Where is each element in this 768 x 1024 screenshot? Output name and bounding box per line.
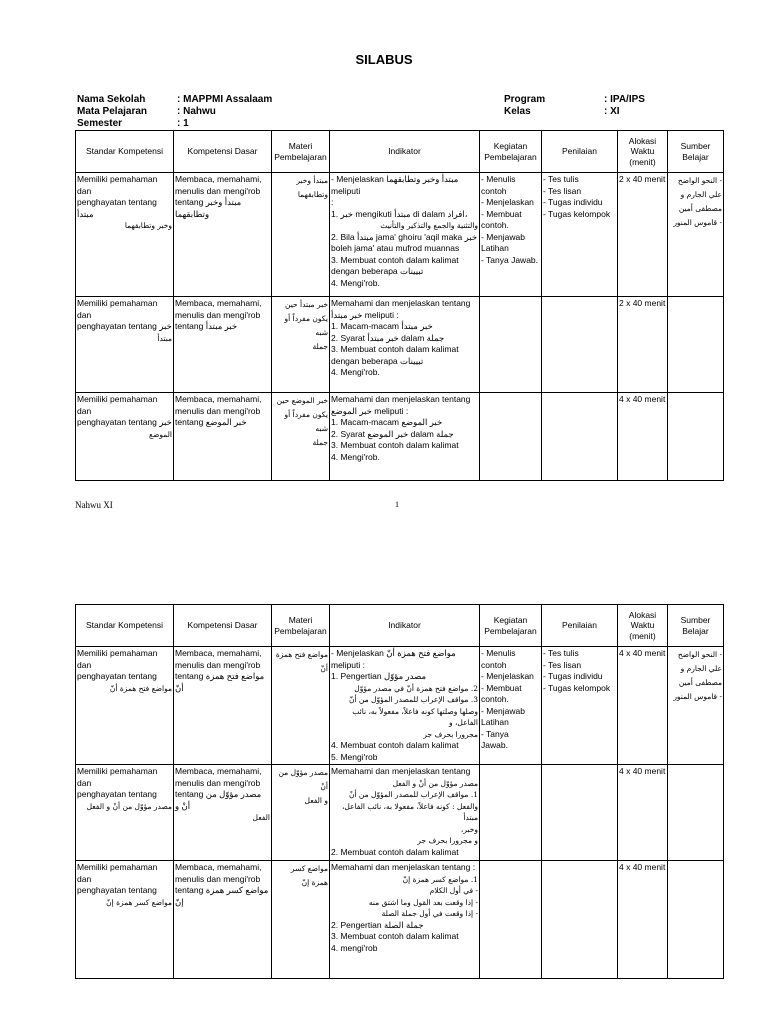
penilaian-cell-line: - Tugas individu bbox=[543, 671, 603, 681]
table-header-row bbox=[76, 605, 724, 647]
kegiatan-cell-line: contoh bbox=[481, 659, 507, 670]
materi-cell-line: جملة bbox=[312, 342, 328, 351]
school-value: : MAPPMI Assalaam bbox=[177, 94, 273, 105]
indikator-cell-line: 4. Mengi'rob. bbox=[331, 367, 380, 377]
indikator-cell-line: dengan beberapa تبيينات bbox=[331, 355, 424, 366]
kegiatan-cell bbox=[480, 173, 542, 297]
penilaian-cell-line: - Tes lisan bbox=[543, 185, 582, 196]
indikator-cell-line: - Menjelaskan مواضع فتح همزة أنّ meliputi : bbox=[331, 648, 456, 670]
indikator-cell-line: 2. مواضع فتح همزة أنّ في مصدر مؤوّل bbox=[354, 683, 478, 693]
kegiatan-cell-line: - Tanya bbox=[481, 728, 509, 739]
standar-kompetensi-cell-line: وخبر وتطابقهما bbox=[124, 221, 172, 230]
indikator-cell-line: 1. مواضع كسر همزة إنّ bbox=[402, 874, 478, 884]
indikator-cell-line: : bbox=[331, 197, 334, 207]
col-header: Materi Pembelajaran bbox=[272, 131, 330, 173]
kegiatan-cell-line: - Membuat bbox=[481, 208, 522, 219]
penilaian-cell bbox=[542, 173, 618, 297]
indikator-cell bbox=[330, 861, 480, 979]
alokasi-cell bbox=[618, 647, 668, 765]
indikator-cell-line: boleh jama' atau mufrod muannas bbox=[331, 243, 460, 253]
standar-kompetensi-cell bbox=[76, 393, 174, 481]
kegiatan-cell-line: Jawab. bbox=[481, 740, 508, 750]
kompetensi-dasar-cell bbox=[174, 861, 272, 979]
indikator-cell bbox=[330, 297, 480, 393]
document-title: SILABUS bbox=[355, 52, 413, 67]
indikator-cell-line: 3. Membuat contoh dalam kalimat bbox=[331, 440, 459, 450]
table-row bbox=[76, 297, 724, 393]
indikator-cell-line: 3. مواقف الإعراب للمصدر المؤوّل من أنّ bbox=[348, 695, 478, 704]
indikator-cell-line: 2. Syarat خبر الموضع dalam جملة bbox=[331, 428, 454, 439]
alokasi-cell-line: 2 x 40 menit bbox=[619, 298, 666, 308]
materi-cell-line: خبر الموضع حين bbox=[276, 396, 328, 405]
kegiatan-cell-line: - Tanya Jawab. bbox=[481, 254, 539, 265]
materi-cell-line: يكون مفرداً أو شبه bbox=[284, 314, 328, 337]
col-header: Kompetensi Dasar bbox=[174, 131, 272, 173]
kompetensi-dasar-cell-line: الفعل bbox=[252, 813, 270, 822]
kompetensi-dasar-cell bbox=[174, 173, 272, 297]
indikator-cell-line: Memahami dan menjelaskan tentang bbox=[331, 394, 471, 404]
sumber-cell bbox=[668, 861, 724, 979]
kegiatan-cell bbox=[480, 765, 542, 861]
kegiatan-cell-line: - Menjawab bbox=[481, 231, 525, 242]
indikator-cell-line: - في أول الكلام bbox=[429, 886, 478, 895]
kompetensi-dasar-cell-line: menulis dan mengi'rob bbox=[175, 659, 261, 670]
syllabus-table-page2 bbox=[75, 604, 724, 979]
indikator-cell-line: 1. Macam-macam خبر مبتدأ bbox=[331, 321, 433, 331]
kompetensi-dasar-cell bbox=[174, 765, 272, 861]
sumber-cell-line: مصطفى أمين bbox=[678, 678, 722, 687]
subject-label: Mata Pelajaran bbox=[77, 106, 148, 117]
indikator-cell-line: - Menjelaskan مبتدأ وخبر وتطابقهما meliputi bbox=[331, 174, 459, 196]
standar-kompetensi-cell-line: penghayatan tentang bbox=[77, 671, 157, 681]
indikator-cell-line: Memahami dan menjelaskan tentang bbox=[331, 298, 471, 308]
standar-kompetensi-cell bbox=[76, 861, 174, 979]
indikator-cell bbox=[330, 393, 480, 481]
col-header: Sumber Belajar bbox=[668, 131, 724, 173]
indikator-cell-line: وخبر، bbox=[460, 824, 478, 834]
kompetensi-dasar-cell bbox=[174, 647, 272, 765]
alokasi-cell bbox=[618, 297, 668, 393]
kompetensi-dasar-cell-line: Membaca, memahami, bbox=[175, 862, 262, 872]
kompetensi-dasar-cell-line: Membaca, memahami, bbox=[175, 766, 262, 776]
col-header: Alokasi Waktu (menit) bbox=[618, 131, 668, 173]
indikator-cell-line: 2. Membuat contoh dalam kalimat bbox=[331, 846, 459, 857]
standar-kompetensi-cell-line: مواضع فتح همزة أنّ bbox=[109, 683, 172, 693]
kompetensi-dasar-cell bbox=[174, 393, 272, 481]
kompetensi-dasar-cell-line: menulis dan mengi'rob bbox=[175, 309, 261, 320]
penilaian-cell bbox=[542, 647, 618, 765]
col-header: Penilaian bbox=[542, 605, 618, 647]
kompetensi-dasar-cell-line: tentang مواضع كسر همزة إنّ bbox=[175, 885, 269, 907]
indikator-cell-line: وصلها وصلتها كونه فاعلاً، مفعولاً به، نائب الفاعل، و bbox=[352, 706, 478, 727]
indikator-cell-line: 5. Mengi'rob bbox=[331, 751, 378, 762]
materi-cell bbox=[272, 861, 330, 979]
materi-cell bbox=[272, 297, 330, 393]
standar-kompetensi-cell-line: penghayatan tentang bbox=[77, 789, 157, 799]
materi-cell-line: جملة bbox=[312, 438, 328, 447]
standar-kompetensi-cell-line: مصدر مؤوّل من أنْ و الفعل bbox=[86, 801, 172, 811]
semester-label: Semester bbox=[77, 118, 123, 129]
kegiatan-cell-line: - Menjawab bbox=[481, 705, 525, 716]
indikator-cell-line: 3. Membuat contoh dalam kalimat bbox=[331, 254, 459, 265]
indikator-cell-line: مجرورا بحرف جر bbox=[423, 729, 478, 739]
materi-cell-line: و الفعل bbox=[304, 796, 328, 805]
indikator-cell-line: خبر مبتدأ meliputi : bbox=[331, 309, 399, 320]
standar-kompetensi-cell bbox=[76, 173, 174, 297]
standar-kompetensi-cell-line: Memiliki pemahaman dan bbox=[77, 648, 158, 670]
penilaian-cell-line: - Tes tulis bbox=[543, 174, 579, 184]
kegiatan-cell-line: - Menulis contoh bbox=[481, 174, 516, 196]
table-row bbox=[76, 861, 724, 979]
sumber-cell bbox=[668, 173, 724, 297]
indikator-cell-line: 4. Mengi'rob. bbox=[331, 277, 380, 288]
standar-kompetensi-cell-line: مواضع كسر همزة إنّ bbox=[106, 897, 172, 907]
kegiatan-cell bbox=[480, 393, 542, 481]
alokasi-cell bbox=[618, 173, 668, 297]
kompetensi-dasar-cell-line: Membaca, memahami, bbox=[175, 394, 262, 404]
standar-kompetensi-cell bbox=[76, 765, 174, 861]
indikator-cell-line: 1. خبر mengikuti مبتدأ di dalam افراد، bbox=[331, 208, 468, 219]
kompetensi-dasar-cell-line: menulis dan mengi'rob bbox=[175, 777, 261, 788]
sumber-cell-line: علي الجارم و bbox=[680, 190, 722, 199]
kompetensi-dasar-cell-line: Membaca, memahami, bbox=[175, 174, 262, 184]
standar-kompetensi-cell-line: penghayatan tentang خبر bbox=[77, 321, 172, 331]
sumber-cell-line: - قاموس المنور bbox=[673, 218, 722, 227]
indikator-cell-line: 2. Bila مبتدأ jama' ghoiru 'aqil maka خبر bbox=[331, 231, 478, 242]
materi-cell bbox=[272, 647, 330, 765]
indikator-cell-line: والفعل : كونه فاعلاً، مفعولا به، نائب الفاعل، مبتدأ bbox=[341, 801, 478, 822]
indikator-cell-line: Memahami dan menjelaskan tentang bbox=[331, 766, 471, 776]
standar-kompetensi-cell-line: penghayatan tentang خبر bbox=[77, 417, 172, 427]
kompetensi-dasar-cell-line: tentang خبر الموضع bbox=[175, 417, 247, 427]
kegiatan-cell-line: Latihan bbox=[481, 243, 509, 253]
kompetensi-dasar-cell-line: Membaca, memahami, bbox=[175, 298, 262, 308]
materi-cell bbox=[272, 393, 330, 481]
indikator-cell bbox=[330, 765, 480, 861]
materi-cell-line: وتطابقهما bbox=[297, 190, 328, 199]
penilaian-cell bbox=[542, 861, 618, 979]
indikator-cell-line: 3. Membuat contoh dalam kalimat bbox=[331, 931, 459, 941]
kompetensi-dasar-cell-line: tentang مصدر مؤوّل من أنْ و bbox=[175, 789, 262, 811]
kegiatan-cell bbox=[480, 861, 542, 979]
standar-kompetensi-cell bbox=[76, 647, 174, 765]
kompetensi-dasar-cell-line: Membaca, memahami, bbox=[175, 648, 262, 658]
indikator-cell bbox=[330, 647, 480, 765]
standar-kompetensi-cell bbox=[76, 297, 174, 393]
standar-kompetensi-cell-line: Memiliki pemahaman dan bbox=[77, 298, 158, 320]
col-header: Indikator bbox=[330, 605, 480, 647]
col-header: Penilaian bbox=[542, 131, 618, 173]
penilaian-cell-line: - Tes tulis bbox=[543, 648, 579, 658]
alokasi-cell bbox=[618, 861, 668, 979]
standar-kompetensi-cell-line: Memiliki pemahaman dan bbox=[77, 862, 158, 884]
penilaian-cell bbox=[542, 393, 618, 481]
kompetensi-dasar-cell-line: tentang خبر مبتدأ bbox=[175, 321, 238, 331]
school-info bbox=[77, 94, 272, 130]
school-label: Nama Sekolah bbox=[77, 94, 146, 105]
indikator-cell-line: 4. Mengi'rob. bbox=[331, 451, 380, 462]
sumber-cell-line: مصطفى أمين bbox=[678, 204, 722, 213]
kegiatan-cell-line: contoh. bbox=[481, 694, 509, 704]
kompetensi-dasar-cell-line: menulis dan mengi'rob bbox=[175, 405, 261, 416]
col-header: Kegiatan Pembelajaran bbox=[480, 605, 542, 647]
materi-cell-line: خبر مبتدأ حين bbox=[285, 300, 328, 309]
semester-value: : 1 bbox=[177, 118, 189, 129]
kegiatan-cell-line: contoh. bbox=[481, 220, 509, 230]
sumber-cell-line: علي الجارم و bbox=[680, 664, 722, 673]
materi-cell bbox=[272, 765, 330, 861]
penilaian-cell-line: - Tes lisan bbox=[543, 659, 582, 670]
indikator-cell-line: 1. Macam-macam خبر الموضع bbox=[331, 417, 443, 427]
penilaian-cell bbox=[542, 765, 618, 861]
standar-kompetensi-cell-line: Memiliki pemahaman dan bbox=[77, 766, 158, 788]
kompetensi-dasar-cell-line: menulis dan mengi'rob bbox=[175, 873, 261, 884]
kompetensi-dasar-cell-line: menulis dan mengi'rob bbox=[175, 185, 261, 196]
indikator-cell-line: 1. Pengertian مصدر مؤوّل bbox=[331, 671, 427, 681]
sumber-cell bbox=[668, 765, 724, 861]
materi-cell-line: مبتدأ وخبر bbox=[296, 176, 328, 185]
standar-kompetensi-cell-line: penghayatan tentang bbox=[77, 885, 157, 895]
kegiatan-cell-line: - Menjelaskan bbox=[481, 671, 534, 681]
indikator-cell-line: 4. Membuat contoh dalam kalimat bbox=[331, 740, 459, 750]
indikator-cell-line: 2. Syarat خبر مبتدأ dalam جملة bbox=[331, 332, 445, 343]
standar-kompetensi-cell-line: Memiliki pemahaman dan bbox=[77, 394, 158, 416]
syllabus-table-page1 bbox=[75, 130, 724, 481]
indikator-cell-line: dengan beberapa تبيينات bbox=[331, 266, 424, 276]
materi-cell-line: يكون مفرداً أو شبه bbox=[284, 410, 328, 433]
standar-kompetensi-cell-line: الموضع bbox=[149, 429, 172, 439]
table-row bbox=[76, 173, 724, 297]
sumber-cell bbox=[668, 647, 724, 765]
col-header: Alokasi Waktu (menit) bbox=[618, 605, 668, 647]
alokasi-cell-line: 2 x 40 menit bbox=[619, 174, 666, 184]
class-value: : XI bbox=[604, 106, 620, 117]
indikator-cell-line: 3. Membuat contoh dalam kalimat bbox=[331, 344, 459, 354]
program-label: Program bbox=[504, 94, 546, 105]
table-row bbox=[76, 647, 724, 765]
indikator-cell-line: والتثنية والجمع والتذكير والتأنيث bbox=[380, 221, 478, 230]
col-header: Indikator bbox=[330, 131, 480, 173]
indikator-cell-line: 2. Pengertian جملة الصلة bbox=[331, 919, 424, 930]
materi-cell-line: مصدر مؤوّل من أنْ bbox=[278, 768, 328, 791]
indikator-cell-line: 4. mengi'rob bbox=[331, 942, 378, 953]
indikator-cell-line: و مجرورا بحرف جر bbox=[417, 836, 478, 845]
penilaian-cell bbox=[542, 297, 618, 393]
footer-subject: Nahwu XI bbox=[75, 500, 113, 510]
materi-cell-line: مواضع كسر همزة إنّ bbox=[290, 864, 328, 887]
sumber-cell bbox=[668, 297, 724, 393]
alokasi-cell bbox=[618, 393, 668, 481]
col-header: Kompetensi Dasar bbox=[174, 605, 272, 647]
sumber-cell-line: - قاموس المنور bbox=[673, 692, 722, 701]
indikator-cell bbox=[330, 173, 480, 297]
col-header: Standar Kompetensi bbox=[76, 605, 174, 647]
alokasi-cell-line: 4 x 40 menit bbox=[619, 862, 666, 872]
standar-kompetensi-cell-line: penghayatan tentang مبتدأ bbox=[77, 197, 157, 219]
col-header: Standar Kompetensi bbox=[76, 131, 174, 173]
table-row bbox=[76, 393, 724, 481]
sumber-cell-line: - النحو الواضح bbox=[677, 650, 722, 659]
table-header-row bbox=[76, 131, 724, 173]
class-label: Kelas bbox=[504, 106, 531, 117]
indikator-cell-line: - إذا وقعت في أول جملة الصلة bbox=[381, 909, 478, 918]
kegiatan-cell-line: - Menulis bbox=[481, 648, 516, 658]
kompetensi-dasar-cell-line: tentang مواضع فتح همزة أنّ bbox=[175, 671, 265, 693]
penilaian-cell-line: - Tugas kelompok bbox=[543, 208, 611, 219]
sumber-cell-line: - النحو الواضح bbox=[677, 176, 722, 185]
materi-cell bbox=[272, 173, 330, 297]
table-row bbox=[76, 765, 724, 861]
kegiatan-cell-line: - Menjelaskan bbox=[481, 197, 534, 207]
kegiatan-cell-line: - Membuat bbox=[481, 682, 522, 693]
kegiatan-cell-line: Latihan bbox=[481, 717, 509, 727]
program-value: : IPA/IPS bbox=[604, 94, 645, 105]
penilaian-cell-line: - Tugas individu bbox=[543, 197, 603, 207]
program-info bbox=[504, 94, 645, 118]
alokasi-cell-line: 4 x 40 menit bbox=[619, 394, 666, 404]
alokasi-cell bbox=[618, 765, 668, 861]
materi-cell-line: مواضع فتح همزة أنّ bbox=[275, 650, 328, 673]
col-header: Sumber Belajar bbox=[668, 605, 724, 647]
penilaian-cell-line: - Tugas kelompok bbox=[543, 682, 611, 693]
sumber-cell bbox=[668, 393, 724, 481]
standar-kompetensi-cell-line: Memiliki pemahaman dan bbox=[77, 174, 158, 196]
col-header: Kegiatan Pembelajaran bbox=[480, 131, 542, 173]
indikator-cell-line: خبر الموضع meliputi : bbox=[331, 405, 409, 416]
indikator-cell-line: 1. مواقف الإعراب للمصدر المؤوّل من أنْ bbox=[348, 790, 478, 799]
alokasi-cell-line: 4 x 40 menit bbox=[619, 766, 666, 776]
indikator-cell-line: - إذا وقعت بعد القول وما اشتق منه bbox=[368, 897, 478, 907]
kegiatan-cell bbox=[480, 297, 542, 393]
standar-kompetensi-cell-line: مبتدأ bbox=[157, 333, 172, 343]
kompetensi-dasar-cell bbox=[174, 297, 272, 393]
alokasi-cell-line: 4 x 40 menit bbox=[619, 648, 666, 658]
indikator-cell-line: مصدر مؤوّل من أنْ و الفعل bbox=[392, 778, 478, 788]
kompetensi-dasar-cell-line: tentang مبتدأ وخبر وتطابقهما bbox=[175, 197, 242, 219]
footer-page-number: 1 bbox=[395, 500, 399, 509]
kegiatan-cell bbox=[480, 647, 542, 765]
subject-value: : Nahwu bbox=[177, 106, 216, 117]
indikator-cell-line: Memahami dan menjelaskan tentang : bbox=[331, 862, 476, 872]
col-header: Materi Pembelajaran bbox=[272, 605, 330, 647]
